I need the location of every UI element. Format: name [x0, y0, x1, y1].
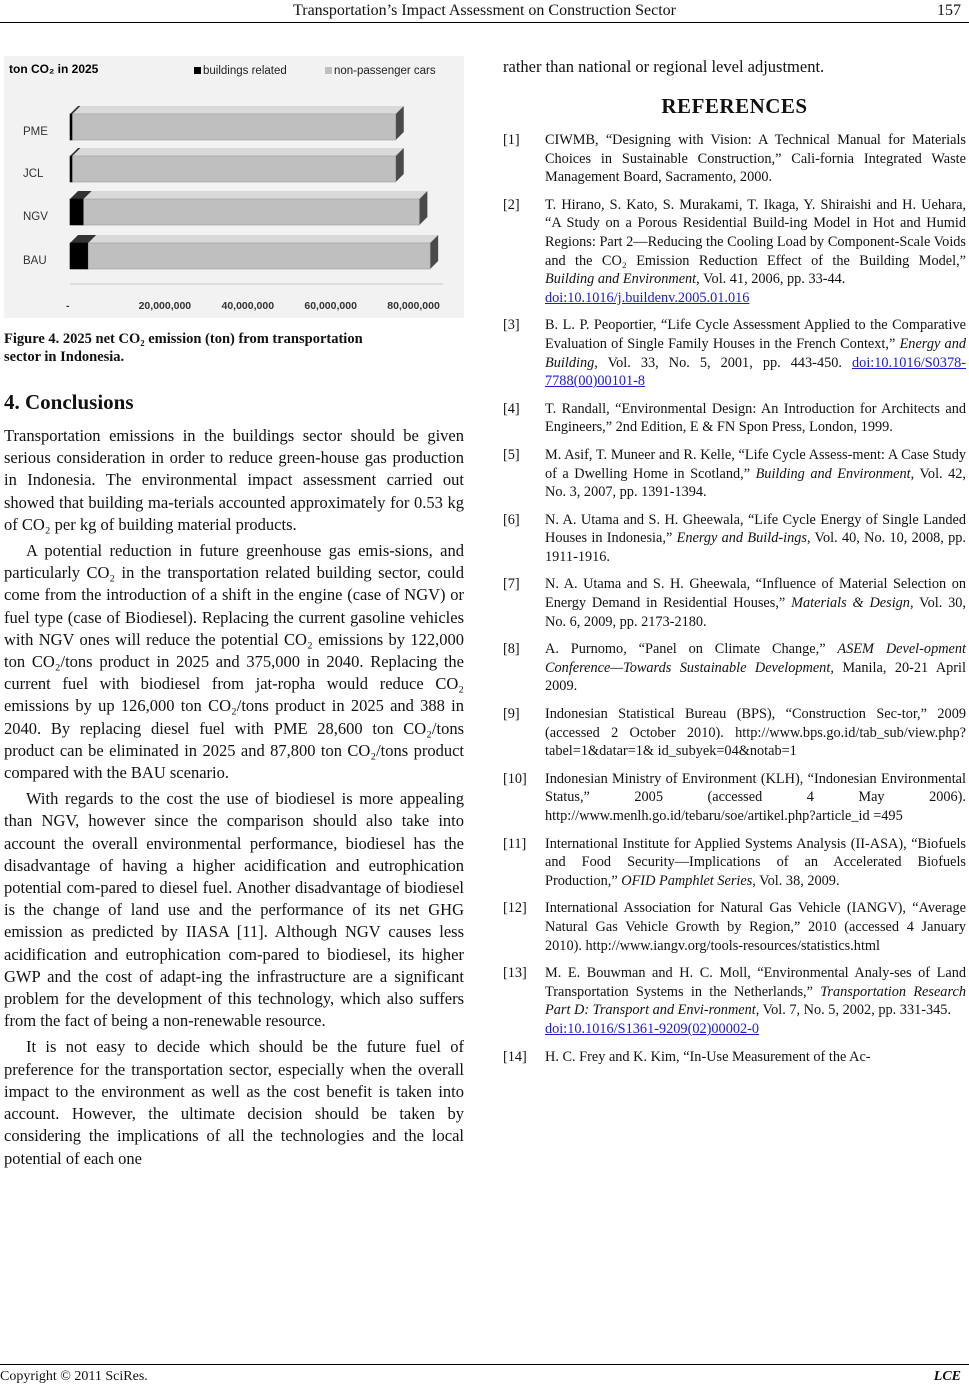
reference-item	[503, 899, 966, 955]
bar-buildings-related	[70, 199, 84, 225]
category-label: PME	[23, 126, 48, 138]
bar-buildings-related	[70, 243, 88, 269]
page-number: 157	[937, 2, 961, 19]
reference-details: , Vol. 40, No. 10, 2008, pp. 1911-1916.	[545, 530, 966, 565]
reference-source: Transportation Research Part D: Transport and Envi-ronment	[545, 983, 966, 1019]
conclusions-heading: 4. Conclusions	[4, 390, 134, 414]
tick-label: 40,000,000	[221, 300, 275, 312]
caption-line-2: sector in Indonesia.	[4, 349, 125, 365]
reference-source: Energy and Build-ings	[676, 530, 807, 547]
conclusions-paragraph-2: A potential reduction in future greenhouse gas emis-sions, and particularly CO₂ in the transportation related building sector, could come from the introduction of a shift in the engine (case of NGV) or fuel type (case of Biodiesel). Replacing the current gasoline vehicles with NGV ones will reduce the potential CO₂ emissions by 122,000 ton CO₂/tons product in 2025 and 375,000 in 2040. Replacing the current fuel with biodiesel from jat-ropha would reduce CO₂ emissions by up 126,000 ton CO₂/tons product in 2025 and 388 in 2040. By replacing diesel fuel with PME 28,600 ton CO₂/tons product can be eliminated in 2025 and 87,800 ton CO₂/tons product compared with the BAU scenario.	[4, 541, 464, 783]
caption-line-1: Figure 4. 2025 net CO₂ emission (ton) from transportation	[4, 331, 363, 347]
tick-label: -	[66, 300, 70, 312]
reference-text	[545, 511, 966, 567]
reference-body: M. Asif, T. Muneer and R. Kelle, “Life Cycle Assess-ment: A Case Study of a Dwelling Home in Scotland,”	[545, 446, 966, 482]
header-rule	[0, 22, 969, 23]
figure-4-chart	[4, 56, 464, 318]
continued-text: rather than national or regional level adjustment.	[503, 57, 825, 76]
reference-body: International Association for Natural Gas Vehicle (IANGV), “Average Natural Gas Vehicle Growth by Region,” 2010 (accessed 4 January 2010). http://www.iangv.org/tools-resources/statistics.html	[545, 900, 966, 954]
copyright: Copyright © 2011 SciRes.	[0, 1369, 148, 1384]
reference-number: [6]	[503, 511, 520, 528]
figure-caption	[4, 330, 464, 366]
reference-number: [13]	[503, 965, 527, 982]
reference-source: Building and Environment	[545, 271, 697, 288]
reference-details: , Vol. 41, 2006, pp. 33-44.	[696, 271, 846, 288]
reference-text	[545, 575, 966, 631]
reference-body: T. Randall, “Environmental Design: An Introduction for Architects and Engineers,” 2nd Edition, E & FN Spon Press, London, 1999.	[545, 400, 966, 436]
page-footer	[0, 1364, 969, 1386]
reference-text	[545, 835, 966, 891]
footer-rule	[0, 1364, 969, 1365]
reference-source: Building and Environment	[755, 465, 911, 482]
reference-text	[545, 316, 966, 390]
tick-label: 80,000,000	[387, 300, 440, 312]
reference-item	[503, 511, 966, 567]
reference-body: N. A. Utama and S. H. Gheewala, “Influence of Material Selection on Energy Demand in Residential Houses,”	[545, 576, 966, 612]
reference-details: , Vol. 30, No. 6, 2009, pp. 2173-2180.	[545, 595, 966, 630]
reference-body: Indonesian Statistical Bureau (BPS), “Construction Sec-tor,” 2009 (accessed 2 October 2010). http://www.bps.go.id/tab_sub/view.php?tabel=1&datar=1& id_subyek=04&notab=1	[545, 706, 966, 760]
chart-svg	[4, 56, 464, 318]
reference-source: Materials & Design	[791, 595, 910, 612]
reference-body: Indonesian Ministry of Environment (KLH), “Indonesian Environmental Status,” 2005 (accessed 4 May 2006). http://www.menlh.go.id/tebaru/soe/artikel.php?article_id =495	[545, 770, 966, 824]
legend-label: buildings related	[203, 65, 287, 77]
reference-text	[545, 1048, 966, 1067]
reference-text	[545, 770, 966, 826]
reference-source: ASEM Devel-opment Conference—Towards Sustainable Development	[545, 641, 967, 676]
reference-text	[545, 400, 966, 437]
reference-item	[503, 196, 966, 308]
bar-non-passenger-cars	[88, 243, 430, 269]
conclusions-paragraph-3: With regards to the cost the use of biodiesel is more appealing than NGV, however since the comparison should also take into account the overall environmental performance, biodiesel has the disadvantage of having a higher acidification and eutrophication potential com-pared to diesel fuel. Another disadvantage of biodiesel is the change of land use and the performance of its net GHG emission as predicted by IIASA [11]. Although NGV causes less acidification and eutrophication com-pared to biodiesel, its higher GWP and the cost of adapt-ing the infrastructure are a significant problem for the development of this technology, which also suffers from the fact of being a non-renewable resource.	[4, 789, 464, 1031]
legend-swatch	[325, 67, 332, 74]
reference-number: [1]	[503, 132, 520, 148]
bar-non-passenger-cars	[72, 156, 395, 182]
tick-label: 20,000,000	[138, 300, 192, 312]
bar-top	[72, 106, 403, 114]
references-heading: REFERENCES	[661, 94, 808, 118]
running-title: Transportation’s Impact Assessment on Construction Sector	[293, 2, 676, 19]
chart-title: ton CO₂ in 2025	[9, 62, 99, 76]
bar-buildings-related	[70, 156, 72, 182]
page-header	[0, 0, 969, 22]
reference-item	[503, 131, 966, 187]
reference-item	[503, 1048, 966, 1067]
reference-text	[545, 196, 966, 308]
journal-abbrev: LCE	[933, 1369, 961, 1384]
reference-number: [3]	[503, 317, 520, 334]
reference-text	[545, 131, 966, 187]
reference-details: , Vol. 33, No. 5, 2001, pp. 443-450.	[594, 354, 853, 371]
reference-item	[503, 575, 966, 631]
reference-item	[503, 705, 966, 761]
legend-label: non-passenger cars	[334, 65, 436, 77]
bar-non-passenger-cars	[72, 114, 395, 140]
bar-top	[72, 148, 403, 156]
reference-number: [2]	[503, 196, 520, 213]
reference-item	[503, 770, 966, 826]
doi-link[interactable]: doi:10.1016/S0378-7788(00)00101-8	[545, 354, 966, 390]
reference-body: T. Hirano, S. Kato, S. Murakami, T. Ikaga, Y. Shiraishi and H. Uehara, “A Study on a Porous Residential Build-ing Model in Hot and Humid Regions: Part 2—Reducing the Cooling Load by Component-Scale Voids and the CO₂ Emission Reduction Effect of the Building Model,”	[545, 196, 966, 269]
reference-number: [5]	[503, 446, 520, 463]
reference-number: [10]	[503, 770, 527, 787]
reference-number: [4]	[503, 400, 520, 417]
reference-number: [12]	[503, 900, 527, 917]
category-label: JCL	[23, 168, 44, 180]
reference-body: B. L. P. Peoportier, “Life Cycle Assessment Applied to the Comparative Evaluation of Single Family Houses in the French Context,”	[545, 317, 966, 352]
legend-swatch	[194, 67, 201, 74]
reference-body: CIWMB, “Designing with Vision: A Technical Manual for Materials Choices in Sustainable Construction,” Cali-fornia Integrated Waste Management Board, Sacramento, 2000.	[545, 132, 966, 186]
right-column	[503, 56, 966, 1075]
category-label: BAU	[23, 255, 47, 267]
reference-number: [9]	[503, 706, 520, 723]
reference-number: [14]	[503, 1048, 527, 1065]
conclusions-paragraph-1: Transportation emissions in the buildings sector should be given serious consideration in order to reduce green-house gas production in Indonesia. The environmental impact assessment carried out showed that building ma-terials accounted approximately for 0.53 kg of CO₂ per kg of building material products.	[4, 426, 464, 534]
reference-number: [11]	[503, 835, 527, 852]
reference-number: [8]	[503, 641, 520, 658]
reference-details: , Manila, 20-21 April 2009.	[545, 659, 966, 695]
reference-source: Energy and Building	[545, 335, 966, 371]
bar-top	[88, 235, 438, 243]
bar-buildings-related	[70, 114, 72, 140]
reference-body: International Institute for Applied Systems Analysis (II-ASA), “Biofuels and Food Security—Implications of an Accelerated Biofuels Production,”	[545, 835, 966, 889]
reference-body: M. E. Bouwman and H. C. Moll, “Environmental Analy-ses of Land Transportation Systems in the Netherlands,”	[545, 965, 966, 1000]
doi-link[interactable]: doi:10.1016/j.buildenv.2005.01.016	[545, 289, 750, 306]
reference-item	[503, 316, 966, 390]
reference-details: , Vol. 38, 2009.	[752, 872, 840, 889]
reference-text	[545, 899, 966, 955]
reference-details: , Vol. 7, No. 5, 2002, pp. 331-345.	[755, 1002, 952, 1019]
reference-text	[545, 964, 966, 1038]
tick-label: 60,000,000	[304, 300, 357, 312]
reference-body: H. C. Frey and K. Kim, “In-Use Measurement of the Ac-	[545, 1048, 871, 1065]
reference-item	[503, 400, 966, 437]
left-column	[4, 56, 464, 1170]
reference-text	[545, 705, 966, 761]
reference-source: OFID Pamphlet Series	[621, 872, 753, 889]
bar-non-passenger-cars	[84, 199, 420, 225]
reference-body: N. A. Utama and S. H. Gheewala, “Life Cycle Energy of Single Landed Houses in Indonesia,”	[545, 511, 966, 547]
reference-text	[545, 446, 966, 502]
reference-item	[503, 835, 966, 891]
reference-details: , Vol. 42, No. 3, 2007, pp. 1391-1394.	[545, 465, 966, 501]
bar-top	[84, 191, 428, 199]
reference-text	[545, 640, 966, 696]
reference-item	[503, 446, 966, 502]
category-label: NGV	[23, 211, 48, 223]
doi-link[interactable]: doi:10.1016/S1361-9209(02)00002-0	[545, 1020, 760, 1037]
reference-body: A. Purnomo, “Panel on Climate Change,”	[545, 641, 838, 658]
reference-item	[503, 964, 966, 1038]
conclusions-paragraph-4: It is not easy to decide which should be the future fuel of preference for the transportation sector, especially when the overall impact to the environment as well as the cost benefit is taken into account. However, the ultimate decision should be taken by considering the implications of all the technologies and the local potential of each one	[4, 1037, 464, 1168]
reference-number: [7]	[503, 576, 520, 593]
reference-list	[503, 131, 966, 1066]
reference-item	[503, 640, 966, 696]
